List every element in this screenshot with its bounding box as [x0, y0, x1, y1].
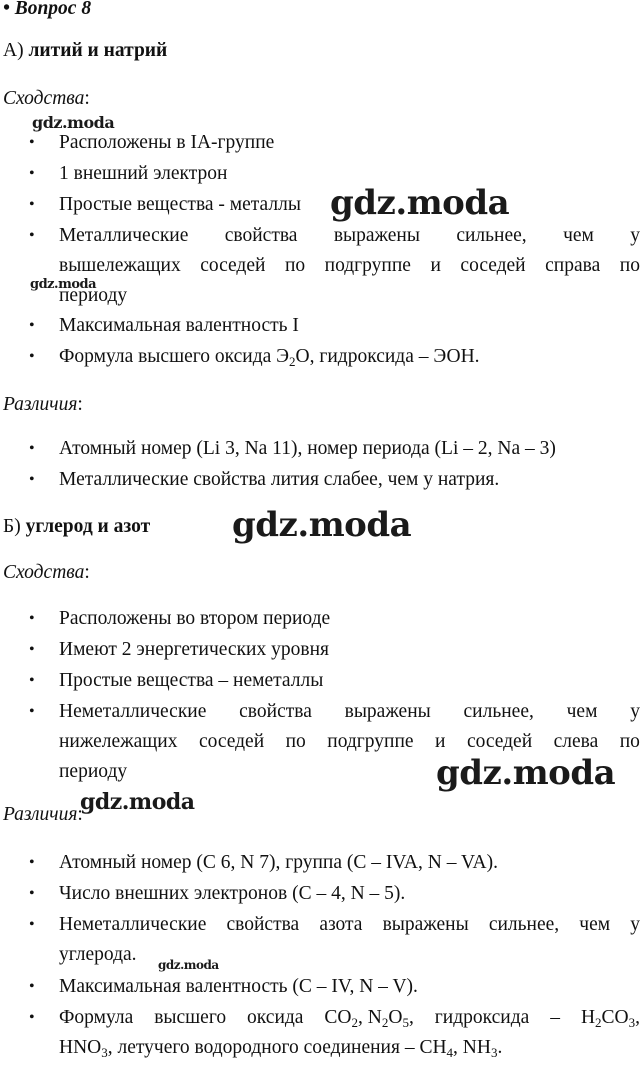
part-a-prefix: А) — [3, 40, 29, 61]
subscript: 2 — [351, 1015, 358, 1030]
list-item — [0, 972, 644, 1003]
word: свойства — [224, 225, 298, 246]
colon: : — [84, 88, 90, 109]
watermark: gdz.moda — [330, 183, 510, 223]
bullet-icon: • — [29, 471, 35, 488]
similarities-label-text: Сходства — [3, 562, 85, 583]
part-a-similarities-list — [0, 128, 644, 373]
list-item — [0, 604, 644, 635]
word: по — [619, 731, 640, 752]
colon: : — [77, 804, 83, 825]
word: вышележащих — [59, 255, 181, 276]
list-item — [0, 221, 644, 311]
formula-part: . — [497, 1037, 503, 1058]
list-item — [0, 635, 644, 666]
list-item-text: 1 внешний электрон — [59, 163, 228, 184]
list-item — [0, 183, 644, 223]
list-item — [0, 434, 644, 465]
list-item-line: углерода. — [59, 944, 137, 965]
watermark: gdz.moda — [232, 505, 412, 545]
part-b-title: углерод и азот — [25, 516, 151, 537]
subscript: 3 — [490, 1045, 498, 1060]
formula-part: , — [408, 1007, 414, 1028]
watermark: gdz.moda — [30, 277, 97, 292]
list-item-text: Максимальная валентность I — [59, 315, 299, 336]
formula-part: O — [388, 1007, 403, 1028]
list-item-line — [59, 251, 640, 281]
word: выражены — [382, 914, 469, 935]
bullet-icon: • — [29, 317, 35, 334]
word: слева — [553, 731, 599, 752]
list-item — [0, 848, 644, 879]
question-heading-text: • Вопрос 8 — [3, 0, 92, 19]
subscript: 2 — [289, 354, 296, 369]
list-item-line — [59, 697, 640, 727]
word: соседей — [460, 255, 526, 276]
word: чем — [579, 914, 611, 935]
word: – — [550, 1007, 560, 1028]
list-item-text: Максимальная валентность (C – IV, N – V). — [59, 976, 418, 997]
formula-part: , — [358, 1007, 363, 1028]
part-b-differences-list — [0, 848, 644, 1065]
differences-label-text: Различия — [3, 804, 78, 825]
formula-part: , NH — [453, 1037, 491, 1058]
formula-part: , — [635, 1007, 640, 1028]
bullet-icon: • — [29, 348, 35, 365]
subscript: 4 — [446, 1045, 454, 1060]
list-item — [0, 159, 644, 190]
list-item-line — [59, 221, 640, 251]
word: чем — [563, 225, 594, 246]
word: у — [630, 225, 640, 246]
list-item-text: Атомный номер (Li 3, Na 11), номер периода (Li – 2, Na – 3) — [59, 438, 556, 459]
part-b-differences-label — [3, 800, 83, 830]
list-item-text: Расположены во втором периоде — [59, 608, 331, 629]
bullet-icon: • — [29, 854, 35, 871]
word: справа — [545, 255, 601, 276]
bullet-icon: • — [29, 610, 35, 627]
list-item — [0, 311, 644, 342]
word: Неметаллические — [59, 914, 207, 935]
list-item — [0, 666, 644, 697]
bullet-icon: • — [29, 134, 35, 151]
similarities-label-text: Сходства — [3, 88, 85, 109]
word: по — [285, 731, 306, 752]
word: высшего — [154, 1007, 227, 1028]
subscript: 2 — [381, 1015, 389, 1030]
bullet-icon: • — [29, 916, 35, 933]
word: сильнее, — [456, 225, 527, 246]
bullet-icon: • — [29, 978, 35, 995]
formula-part: HNO — [59, 1037, 102, 1058]
word: нижележащих — [59, 731, 178, 752]
word: азота — [319, 914, 363, 935]
list-item-text: Расположены в IA-группе — [59, 132, 275, 153]
word: подгруппе — [324, 255, 411, 276]
word: свойства — [239, 701, 312, 722]
word: выражены — [333, 225, 420, 246]
part-b-heading — [3, 512, 150, 542]
word: сильнее, — [488, 914, 560, 935]
word: у — [630, 914, 640, 935]
list-item-text: Формула высшего оксида Э — [59, 346, 290, 367]
bullet-icon: • — [29, 641, 35, 658]
part-a-differences-list — [0, 434, 644, 496]
word: соседей — [200, 255, 266, 276]
watermark: gdz.moda — [80, 789, 195, 815]
word: по — [284, 255, 306, 276]
bullet-icon: • — [29, 165, 35, 182]
subscript: 3 — [101, 1045, 108, 1060]
list-item-text: О, гидроксида – ЭОН. — [295, 346, 480, 367]
differences-label-text: Различия — [3, 394, 78, 415]
word: сильнее, — [463, 701, 534, 722]
colon: : — [77, 394, 83, 415]
list-item-line — [59, 1033, 640, 1063]
word: и — [430, 255, 441, 276]
watermark: gdz.moda — [158, 958, 219, 972]
word: гидроксида — [434, 1007, 530, 1028]
watermark: gdz.moda — [32, 113, 115, 132]
part-a-differences-label — [3, 390, 83, 420]
word: Металлические — [59, 225, 189, 246]
list-item-text: Простые вещества - металлы — [59, 194, 301, 215]
bullet-icon: • — [29, 440, 35, 457]
formula-part: H — [580, 1007, 596, 1028]
list-item-line — [59, 1003, 640, 1033]
word: чем — [566, 701, 598, 722]
list-item — [0, 1003, 644, 1065]
list-item-text: Металлические свойства лития слабее, чем у натрия. — [59, 469, 500, 490]
list-item — [0, 910, 644, 972]
question-heading — [3, 0, 91, 24]
formula-h2co3 — [581, 1003, 640, 1033]
word: у — [630, 701, 640, 722]
bullet-icon: • — [29, 885, 35, 902]
word: по — [619, 255, 640, 276]
part-a-heading — [3, 36, 167, 66]
part-b-similarities-label — [3, 558, 90, 588]
list-item — [0, 465, 644, 496]
part-a-title: литий и натрий — [28, 40, 168, 61]
formula-part: N — [367, 1007, 382, 1028]
word: подгруппе — [327, 731, 414, 752]
word: соседей — [198, 731, 265, 752]
bullet-icon: • — [29, 227, 35, 244]
list-item-line: периоду — [59, 761, 128, 782]
word: свойства — [226, 914, 300, 935]
word: выражены — [344, 701, 431, 722]
word: Формула — [59, 1007, 134, 1028]
formula-co2 — [324, 1003, 413, 1033]
list-item-text: Атомный номер (C 6, N 7), группа (C – IVA, N – VA). — [59, 852, 498, 873]
subscript: 2 — [595, 1015, 602, 1030]
word: Неметаллические — [59, 701, 207, 722]
list-item-line: периоду — [59, 285, 128, 306]
formula-part: CO — [324, 1007, 352, 1028]
word: оксида — [247, 1007, 304, 1028]
list-item-line — [59, 910, 640, 940]
word: соседей — [466, 731, 533, 752]
formula-part: , летучего водородного соединения – CH — [107, 1037, 447, 1058]
bullet-icon: • — [29, 672, 35, 689]
colon: : — [84, 562, 90, 583]
part-b-prefix: Б) — [3, 516, 26, 537]
list-item — [0, 342, 644, 373]
list-item-text: Простые вещества – неметаллы — [59, 670, 324, 691]
bullet-icon: • — [29, 703, 35, 720]
formula-part: CO — [601, 1007, 629, 1028]
bullet-icon: • — [29, 1009, 35, 1026]
bullet-icon: • — [29, 196, 35, 213]
list-item-text: Число внешних электронов (C – 4, N – 5). — [59, 883, 406, 904]
subscript: 5 — [402, 1015, 409, 1030]
list-item-text: Имеют 2 энергетических уровня — [59, 639, 329, 660]
list-item — [0, 879, 644, 910]
subscript: 3 — [628, 1015, 636, 1030]
watermark: gdz.moda — [436, 753, 616, 793]
word: и — [435, 731, 446, 752]
